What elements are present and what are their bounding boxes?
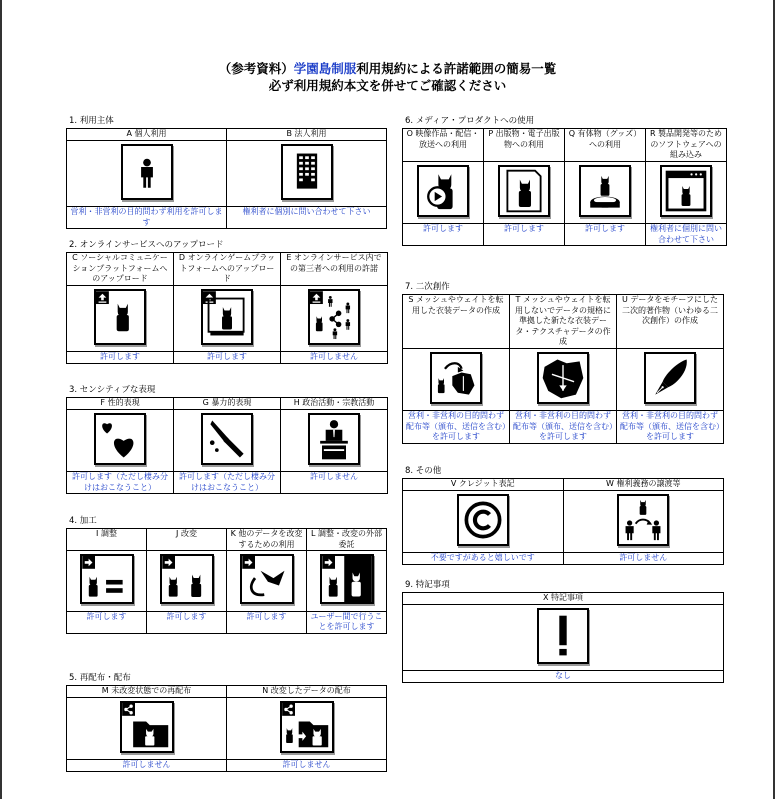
item-header: C ソーシャルコミュニケーションプラットフォームへのアップロード	[67, 253, 174, 286]
upload-game-icon	[201, 289, 253, 345]
item-header: J 改変	[147, 529, 227, 551]
title-prefix: （参考資料）	[218, 61, 294, 76]
section-label: 5. 再配布・配布	[69, 673, 131, 683]
item-header: M 未改変状態での再配布	[67, 686, 227, 698]
section-label: 7. 二次創作	[405, 282, 450, 292]
item-result: 許可します（ただし棲み分けはおこなうこと）	[67, 472, 174, 494]
item-header: T メッシュやウェイトを転用しないでデータの規格に準拠した新たな衣装データ・テクスチャデータの作成	[510, 295, 617, 349]
item-result: 許可しません	[227, 760, 387, 772]
permission-table	[66, 252, 388, 364]
item-header: P 出版物・電子出版物への利用	[484, 129, 565, 162]
redistribute-icon	[120, 701, 174, 753]
copyright-icon	[457, 494, 509, 546]
software-icon	[660, 165, 712, 217]
item-result: 許可します（ただし棲み分けはおこなうこと）	[174, 472, 281, 494]
section-label: 9. 特記事項	[405, 580, 450, 590]
item-result: 許可します	[147, 611, 227, 633]
item-header: S メッシュやウェイトを転用した衣装データの作成	[403, 295, 510, 349]
item-result: 許可しません	[281, 352, 388, 364]
adjust-icon	[80, 554, 134, 604]
distribute-modified-icon	[280, 701, 334, 753]
knife-icon	[201, 413, 253, 465]
title-suffix: 利用規約による許諾範囲の簡易一覧	[356, 61, 557, 76]
reuse-icon	[240, 554, 294, 604]
page-edge-left	[0, 0, 2, 799]
item-header: V クレジット表記	[403, 479, 564, 491]
item-result: 権利者に個別に問い合わせて下さい	[646, 224, 727, 246]
item-result: 許可します	[565, 224, 646, 246]
section-label: 3. センシティブな表現	[69, 385, 156, 395]
upload-share-icon	[308, 289, 360, 345]
item-result: 許可します	[227, 611, 307, 633]
outsource-icon	[320, 554, 374, 604]
section-1-user	[66, 116, 387, 229]
permission-table	[402, 478, 724, 565]
permission-table	[66, 397, 388, 494]
item-result: 営利・非営利の目的問わず配布等（頒布、送信を含む）を許可します	[403, 411, 510, 444]
section-label: 8. その他	[405, 466, 442, 476]
document-title	[0, 60, 775, 94]
item-result: なし	[403, 671, 724, 683]
section-8-other	[402, 466, 724, 565]
person-icon	[121, 144, 173, 200]
upload-social-icon	[94, 289, 146, 345]
item-result: 許可します	[67, 611, 147, 633]
item-header: D オンラインゲームプラットフォームへのアップロード	[174, 253, 281, 286]
item-header: G 暴力的表現	[174, 398, 281, 410]
title-product-name: 学園島制服	[293, 61, 357, 76]
hearts-icon	[94, 413, 146, 465]
item-header: W 権利義務の譲渡等	[563, 479, 724, 491]
item-header: N 改変したデータの配布	[227, 686, 387, 698]
podium-icon	[308, 413, 360, 465]
item-result: 許可しません	[563, 553, 724, 565]
permission-table	[66, 685, 387, 772]
section-3-sensitive	[66, 385, 388, 494]
section-label: 2. オンラインサービスへのアップロード	[69, 240, 224, 250]
video-icon	[417, 165, 469, 217]
permission-table	[66, 528, 387, 634]
item-header: O 映像作品・配信・放送への利用	[403, 129, 484, 162]
publication-icon	[498, 165, 550, 217]
section-label: 4. 加工	[69, 516, 97, 526]
permission-table	[66, 128, 387, 229]
item-header: H 政治活動・宗教活動	[281, 398, 388, 410]
item-header: Q 有体物（グッズ）への利用	[565, 129, 646, 162]
item-result: 営利・非営利の目的問わず配布等（頒布、送信を含む）を許可します	[617, 411, 724, 444]
item-header: R 製品開発等のためのソフトウェアへの組み込み	[646, 129, 727, 162]
permission-table	[402, 128, 727, 246]
item-header: B 法人利用	[227, 129, 387, 141]
item-result: 権利者に個別に問い合わせて下さい	[227, 207, 387, 229]
goods-icon	[579, 165, 631, 217]
section-label: 1. 利用主体	[69, 116, 114, 126]
section-9-notes	[402, 580, 724, 683]
item-result: 許可しません	[281, 472, 388, 494]
section-4-processing	[66, 516, 387, 634]
item-result: 許可しません	[67, 760, 227, 772]
item-result: 営利・非営利の目的問わず配布等（頒布、送信を含む）を許可します	[510, 411, 617, 444]
permission-table	[402, 592, 724, 683]
item-result: 不要ですがあると嬉しいです	[403, 553, 564, 565]
section-5-distribution	[66, 673, 387, 772]
item-result: 許可します	[67, 352, 174, 364]
item-result: 許可します	[403, 224, 484, 246]
item-header: F 性的表現	[67, 398, 174, 410]
item-header: L 調整・改変の外部委託	[307, 529, 387, 551]
item-header: U データをモチーフにした二次的著作物（いわゆる二次創作）の作成	[617, 295, 724, 349]
building-icon	[281, 144, 333, 200]
costume-icon	[537, 352, 589, 404]
item-result: 営利・非営利の目的問わず利用を許可します	[67, 207, 227, 229]
item-header: K 他のデータを改変するための利用	[227, 529, 307, 551]
section-label: 6. メディア・プロダクトへの使用	[405, 116, 535, 126]
permission-table	[402, 294, 724, 444]
section-2-online-upload	[66, 240, 388, 364]
item-result: 許可します	[484, 224, 565, 246]
costume-convert-icon	[430, 352, 482, 404]
transfer-icon	[617, 494, 669, 546]
item-header: X 特記事項	[403, 593, 724, 605]
item-result: ユーザー間で行うことを許可します	[307, 611, 387, 633]
title-line-2: 必ず利用規約本文を併せてご確認ください	[268, 78, 507, 93]
section-6-media	[402, 116, 727, 246]
item-header: A 個人利用	[67, 129, 227, 141]
pen-icon	[644, 352, 696, 404]
item-header: E オンラインサービス内での第三者への利用の許諾	[281, 253, 388, 286]
exclamation-icon	[537, 608, 589, 664]
section-7-derivative	[402, 282, 724, 444]
title-line-1	[0, 60, 775, 77]
modify-icon	[160, 554, 214, 604]
item-header: I 調整	[67, 529, 147, 551]
item-result: 許可します	[174, 352, 281, 364]
